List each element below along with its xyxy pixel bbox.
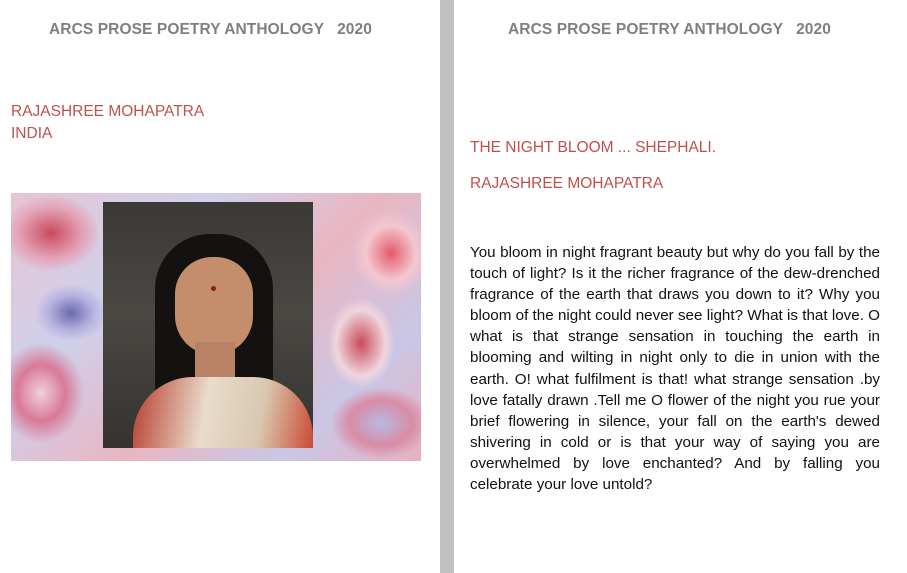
poem-title: THE NIGHT BLOOM ... SHEPHALI. — [470, 139, 717, 156]
author-name: RAJASHREE MOHAPATRA — [11, 103, 205, 120]
right-page — [454, 0, 907, 573]
left-page — [0, 0, 440, 573]
author-portrait — [103, 202, 313, 448]
page-header: ARCS PROSE POETRY ANTHOLOGY 2020 — [508, 21, 831, 38]
page-gutter — [440, 0, 454, 573]
page-header: ARCS PROSE POETRY ANTHOLOGY 2020 — [49, 21, 372, 38]
author-photo-collage — [11, 193, 421, 461]
poem-body: You bloom in night fragrant beauty but why do you fall by the touch of light? Is it the richer fragrance of the dew-drenched fragrance of the earth that draws you down to it? Why you bloom of the night could never see light? What is that love. O what is that strange sensation in touching the earth in blooming and wilting in night only to die in union with the earth. O! what fulfilment is that! what strange sensation .by love fatally drawn .Tell me O flower of the night you rue your brief flowering in silence, your fall on the earth's dewed shivering in cold or is that your way of saying you are overwhelmed by love enchanted? And by falling you celebrate your love untold? — [470, 244, 880, 494]
poem-author: RAJASHREE MOHAPATRA — [470, 175, 664, 192]
author-country: INDIA — [11, 125, 53, 142]
